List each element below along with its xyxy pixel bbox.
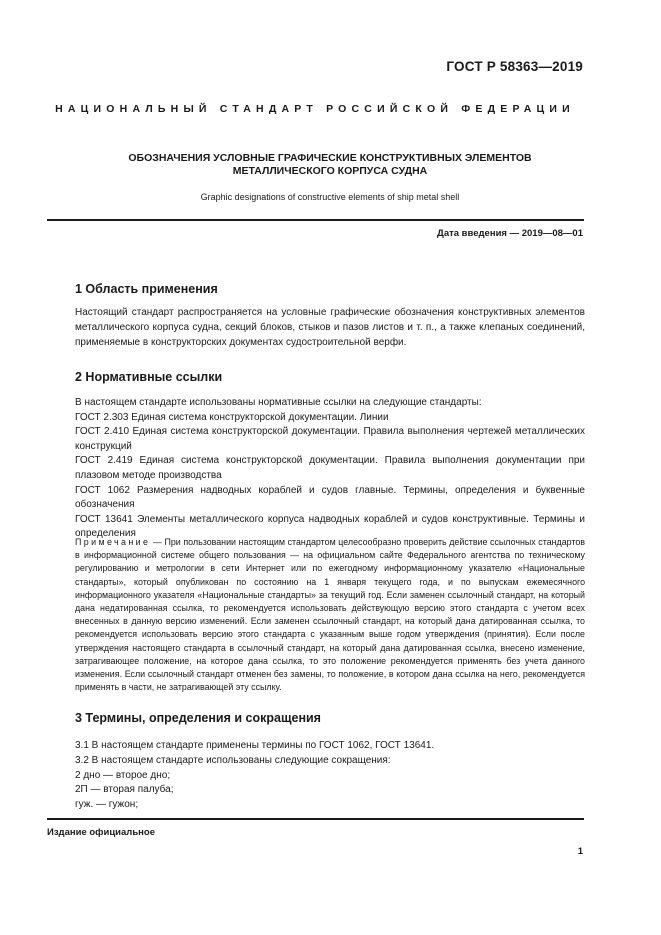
national-standard-banner: НАЦИОНАЛЬНЫЙ СТАНДАРТ РОССИЙСКОЙ ФЕДЕРАЦИИ: [55, 103, 575, 115]
reference-item: ГОСТ 2.410 Единая система конструкторской документации. Правила выполнения чертежей металлических конструкций: [75, 426, 585, 452]
reference-item: ГОСТ 13641 Элементы металлического корпуса надводных кораблей и судов конструктивные. Термины и определения: [75, 513, 585, 540]
reference-item: ГОСТ 2.419 Единая система конструкторской документации. Правила выполнения документации при плазовом методе производства: [75, 455, 585, 481]
abbreviation-item: 2 дно — второе дно;: [75, 769, 171, 781]
title-english: Graphic designations of constructive elements of ship metal shell: [200, 192, 460, 202]
section-3-heading: 3 Термины, определения и сокращения: [75, 711, 321, 725]
section-1-paragraph: Настоящий стандарт распространяется на условные графические обозначения конструктивных элементов металлического корпуса судна, секций блоков, стыков и пазов листов и т. п., а также клепаных соединений, применяемые в конструкторских документах судостроительной верфи.: [75, 307, 585, 348]
note-label: Примечание: [75, 537, 151, 547]
reference-item: ГОСТ 2.303 Единая система конструкторской документации. Линии: [75, 411, 389, 423]
section-1-text: [75, 305, 585, 350]
page-number: 1: [577, 846, 583, 857]
header-divider: [47, 219, 584, 221]
abbreviation-item: гуж. — гужон;: [75, 799, 139, 811]
section-2-references: [75, 396, 585, 542]
title-line-2: МЕТАЛЛИЧЕСКОГО КОРПУСА СУДНА: [232, 165, 428, 177]
edition-label: Издание официальное: [47, 827, 155, 838]
abbreviation-item: 2П — вторая палуба;: [75, 784, 174, 796]
note-text: — При пользовании настоящим стандартом целесообразно проверить действие ссылочных стандартов в информационной системе общего пользования — на официальном сайте Федерального агентства по техническому регулированию и метрологии в сети Интернет или по ежегодному информационному указателю «Национальные стандарты», который опубликован по состоянию на 1 января текущего года, и по выпускам ежемесячного информационного указателя «Национальные стандарты» за текущий год. Если заменен ссылочный стандарт, на который дана недатированная ссылка, то рекомендуется использовать действующую версию этого стандарта с учетом всех внесенных в данную версию изменений. Если заменен ссылочный стандарт, на который дана датированная ссылка, то рекомендуется использовать версию этого стандарта с указанным выше годом утверждения (принятия). Если после утверждения настоящего стандарта в ссылочный стандарт, на который дана датированная ссылка, внесено изменение, затрагивающее положение, на которое дана ссылка, то это положение рекомендуется применять без учета данного изменения. Если ссылочный стандарт отменен без замены, то положение, в котором дана ссылка на него, рекомендуется применять в части, не затрагивающей эту ссылку.: [75, 537, 585, 693]
title-line-1: ОБОЗНАЧЕНИЯ УСЛОВНЫЕ ГРАФИЧЕСКИЕ КОНСТРУКТИВНЫХ ЭЛЕМЕНТОВ: [128, 152, 532, 164]
section-3-content: [75, 739, 585, 813]
standard-number: ГОСТ Р 58363—2019: [446, 59, 583, 74]
section-3-line: 3.1 В настоящем стандарте применены термины по ГОСТ 1062, ГОСТ 13641.: [75, 740, 435, 751]
note-paragraph: [75, 536, 585, 694]
reference-item: ГОСТ 1062 Размерения надводных кораблей и судов главные. Термины, определения и буквенные обозначения: [75, 484, 585, 511]
section-2-heading: 2 Нормативные ссылки: [75, 370, 223, 384]
section-2-intro: В настоящем стандарте использованы нормативные ссылки на следующие стандарты:: [75, 397, 482, 408]
standard-title: [60, 152, 600, 178]
footer-divider: [47, 818, 584, 820]
section-3-line: 3.2 В настоящем стандарте использованы следующие сокращения:: [75, 754, 391, 766]
section-2-note: [75, 536, 585, 694]
section-1-heading: 1 Область применения: [75, 282, 218, 296]
introduction-date: Дата введения — 2019—08—01: [437, 228, 583, 239]
